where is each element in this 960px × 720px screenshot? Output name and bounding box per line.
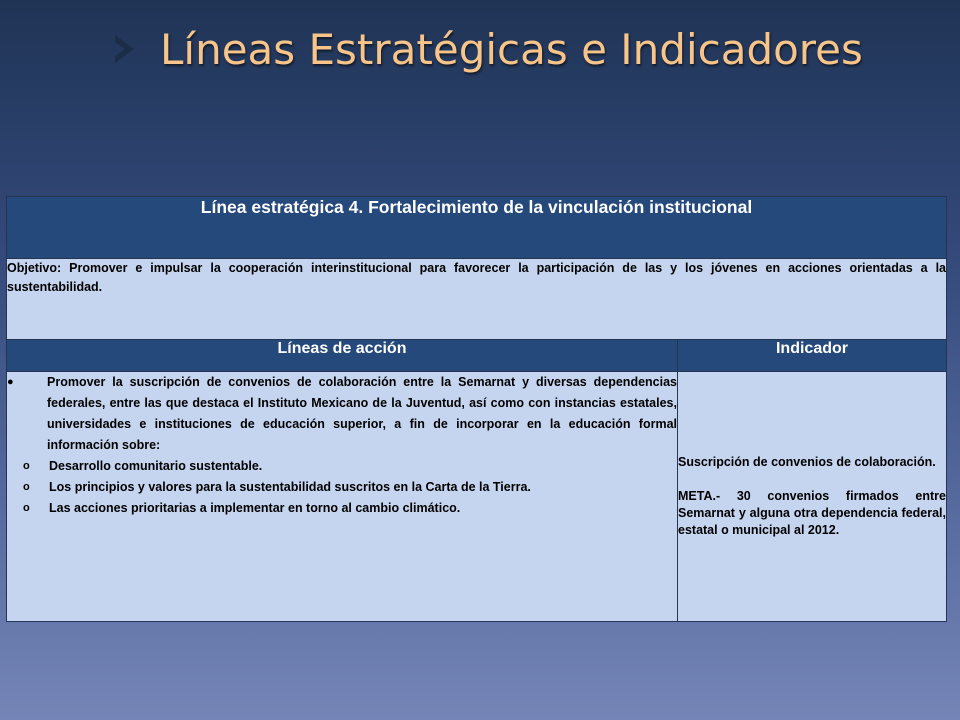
sub-item-text: Los principios y valores para la sustentabilidad suscritos en la Carta de la Tierra. [49, 480, 531, 494]
strategy-table [6, 196, 947, 622]
circle-bullet-icon: o [23, 460, 30, 472]
bullet-icon: ● [7, 376, 14, 388]
list-item [7, 477, 677, 498]
chevron-right-icon [112, 34, 136, 64]
circle-bullet-icon: o [23, 481, 30, 493]
list-item [7, 456, 677, 477]
slide-title: Líneas Estratégicas e Indicadores [160, 25, 863, 74]
indicator-column-header: Indicador [678, 340, 947, 372]
sub-list [7, 456, 677, 519]
meta-text: META.- 30 convenios firmados entre Semarnat y alguna otra dependencia federal, estatal o municipal al 2012. [678, 489, 946, 537]
objective-row [7, 259, 947, 340]
sub-item-text: Las acciones prioritarias a implementar en torno al cambio climático. [49, 501, 461, 515]
indicator-text: Suscripción de convenios de colaboración. [678, 455, 936, 469]
actions-column-header: Líneas de acción [7, 340, 678, 372]
table-header-row [7, 197, 947, 259]
strategic-line-heading: Línea estratégica 4. Fortalecimiento de la vinculación institucional [7, 197, 947, 259]
list-item [7, 372, 677, 456]
table-row [7, 372, 947, 622]
objective-text: Objetivo: Promover e impulsar la cooperación interinstitucional para favorecer la participación de las y los jóvenes en acciones orientadas a la sustentabilidad. [7, 259, 947, 340]
column-header-row [7, 340, 947, 372]
action-text: Promover la suscripción de convenios de colaboración entre la Semarnat y diversas dependencias federales, entre las que destaca el Instituto Mexicano de la Juventud, así como con instancias estatales, universidades e instituciones de educación superior, a fin de incorporar en la educación formal información sobre: [47, 375, 677, 452]
actions-cell [7, 372, 678, 622]
sub-item-text: Desarrollo comunitario sustentable. [49, 459, 263, 473]
circle-bullet-icon: o [23, 502, 30, 514]
list-item [7, 498, 677, 519]
indicator-cell [678, 372, 947, 622]
